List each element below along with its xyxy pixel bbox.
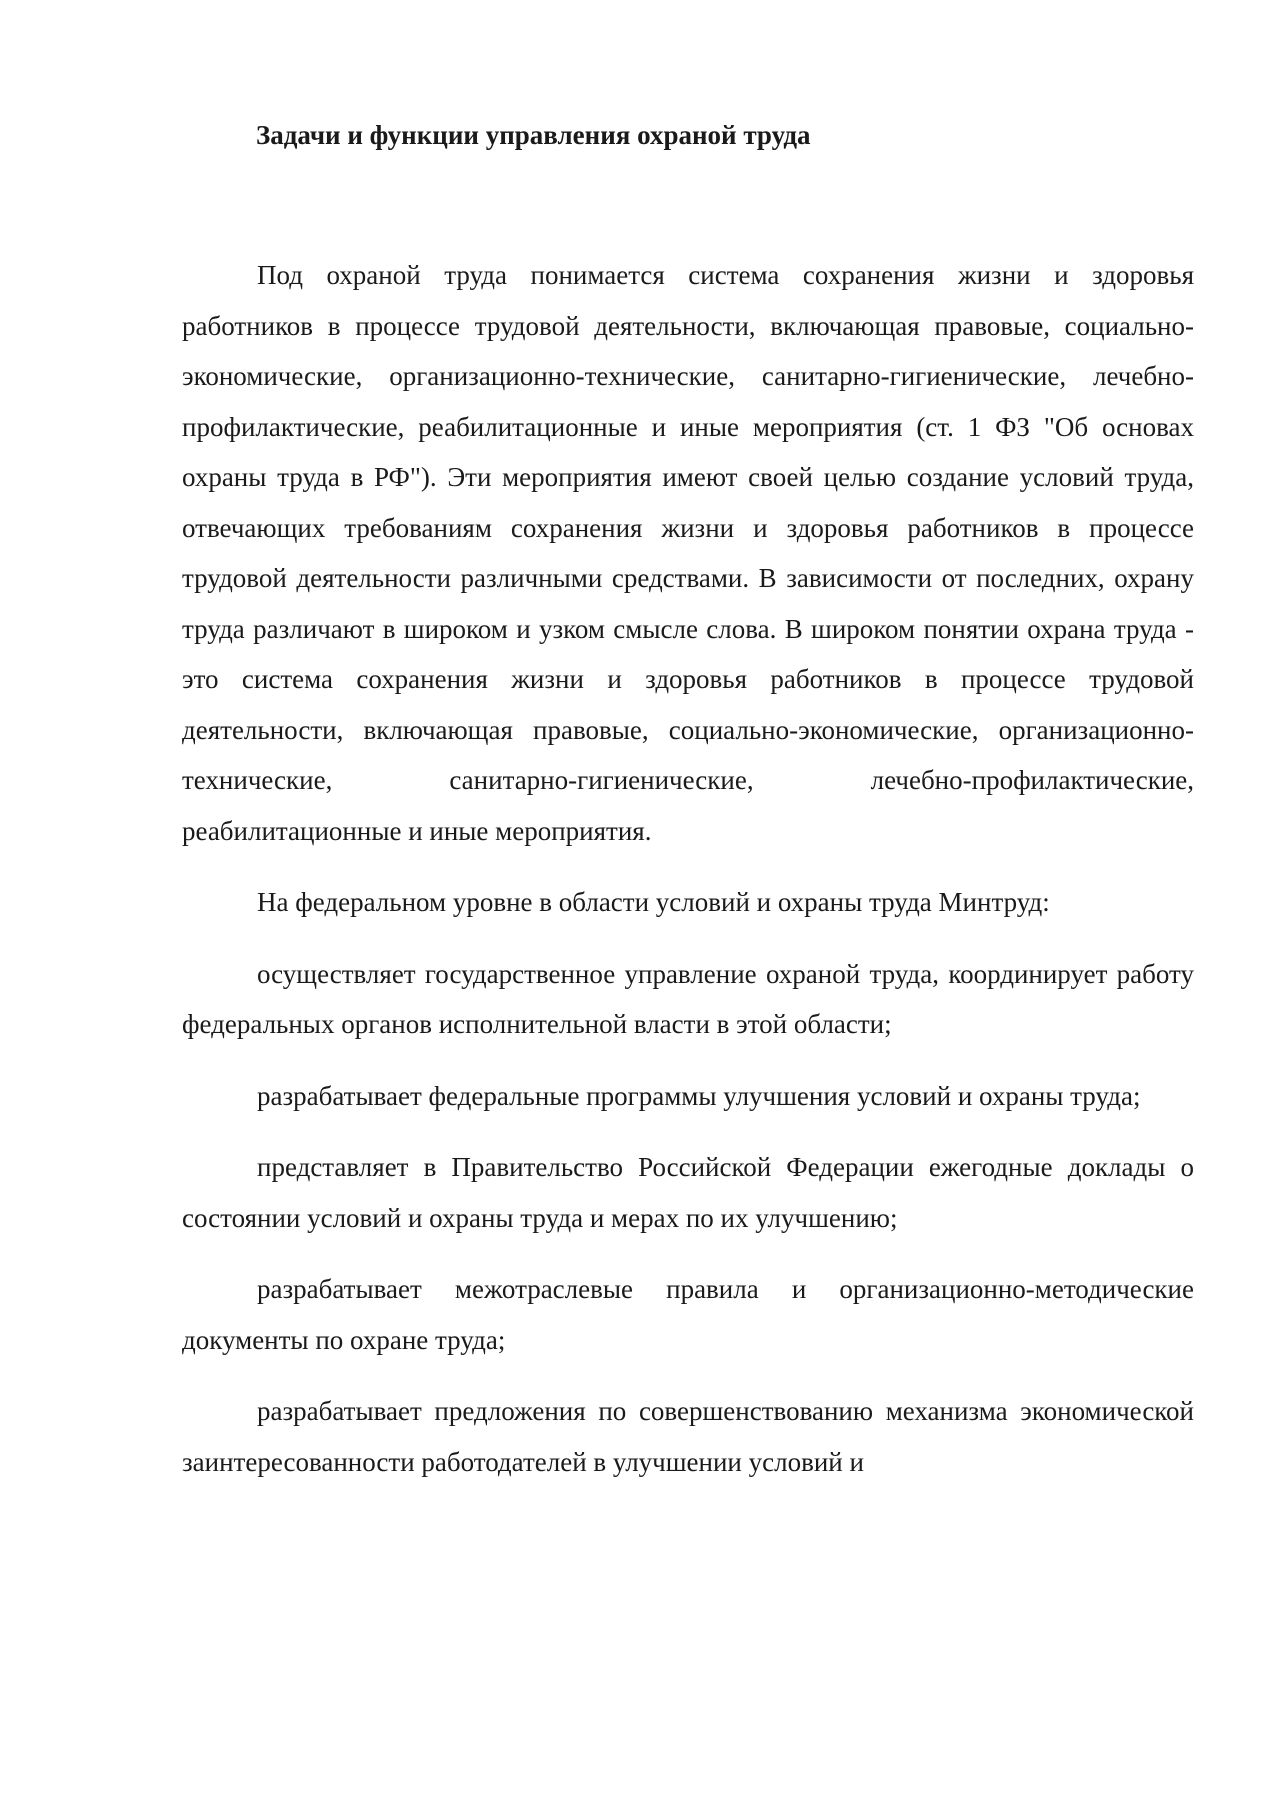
paragraph-federal-programs: разрабатывает федеральные программы улучшения условий и охраны труда; [257, 1080, 1141, 1111]
paragraph-definition: Под охраной труда понимается система сохранения жизни и здоровья работников в процессе трудовой деятельности, включающая правовые, социально-экономические, организационно-технические, санитарно-гигиенические, лечебно-профилактические, реабилитационные и иные мероприятия (ст. 1 ФЗ "Об основах охраны труда в РФ"). Эти мероприятия имеют своей целью создание условий труда, отвечающих требованиям сохранения жизни и здоровья работников в процессе трудовой деятельности различными средствами. В зависимости от последних, охрану труда различают в широком и узком смысле слова. В широком понятии охрана труда - это система сохранения жизни и здоровья работников в процессе трудовой деятельности, включающая правовые, социально-экономические, организационно-технические, санитарно-гигиенические, лечебно-профилактические, реабилитационные и иные мероприятия. [182, 260, 1194, 846]
paragraph-intersectoral-rules: разрабатывает межотраслевые правила и организационно-методические документы по охране труда; [182, 1274, 1194, 1355]
paragraph-state-management: осуществляет государственное управление охраной труда, координирует работу федеральных органов исполнительной власти в этой области; [182, 958, 1194, 1039]
paragraph-economic-incentives: разрабатывает предложения по совершенствованию механизма экономической заинтересованности работодателей в улучшении условий и [182, 1396, 1194, 1477]
document-body [182, 250, 1194, 1487]
document-title: Задачи и функции управления охраной труда [256, 120, 811, 150]
paragraph-federal-level: На федеральном уровне в области условий и охраны труда Минтруд: [257, 887, 1050, 917]
paragraph-annual-reports: представляет в Правительство Российской Федерации ежегодные доклады о состоянии условий и охраны труда и мерах по их улучшению; [182, 1152, 1194, 1233]
